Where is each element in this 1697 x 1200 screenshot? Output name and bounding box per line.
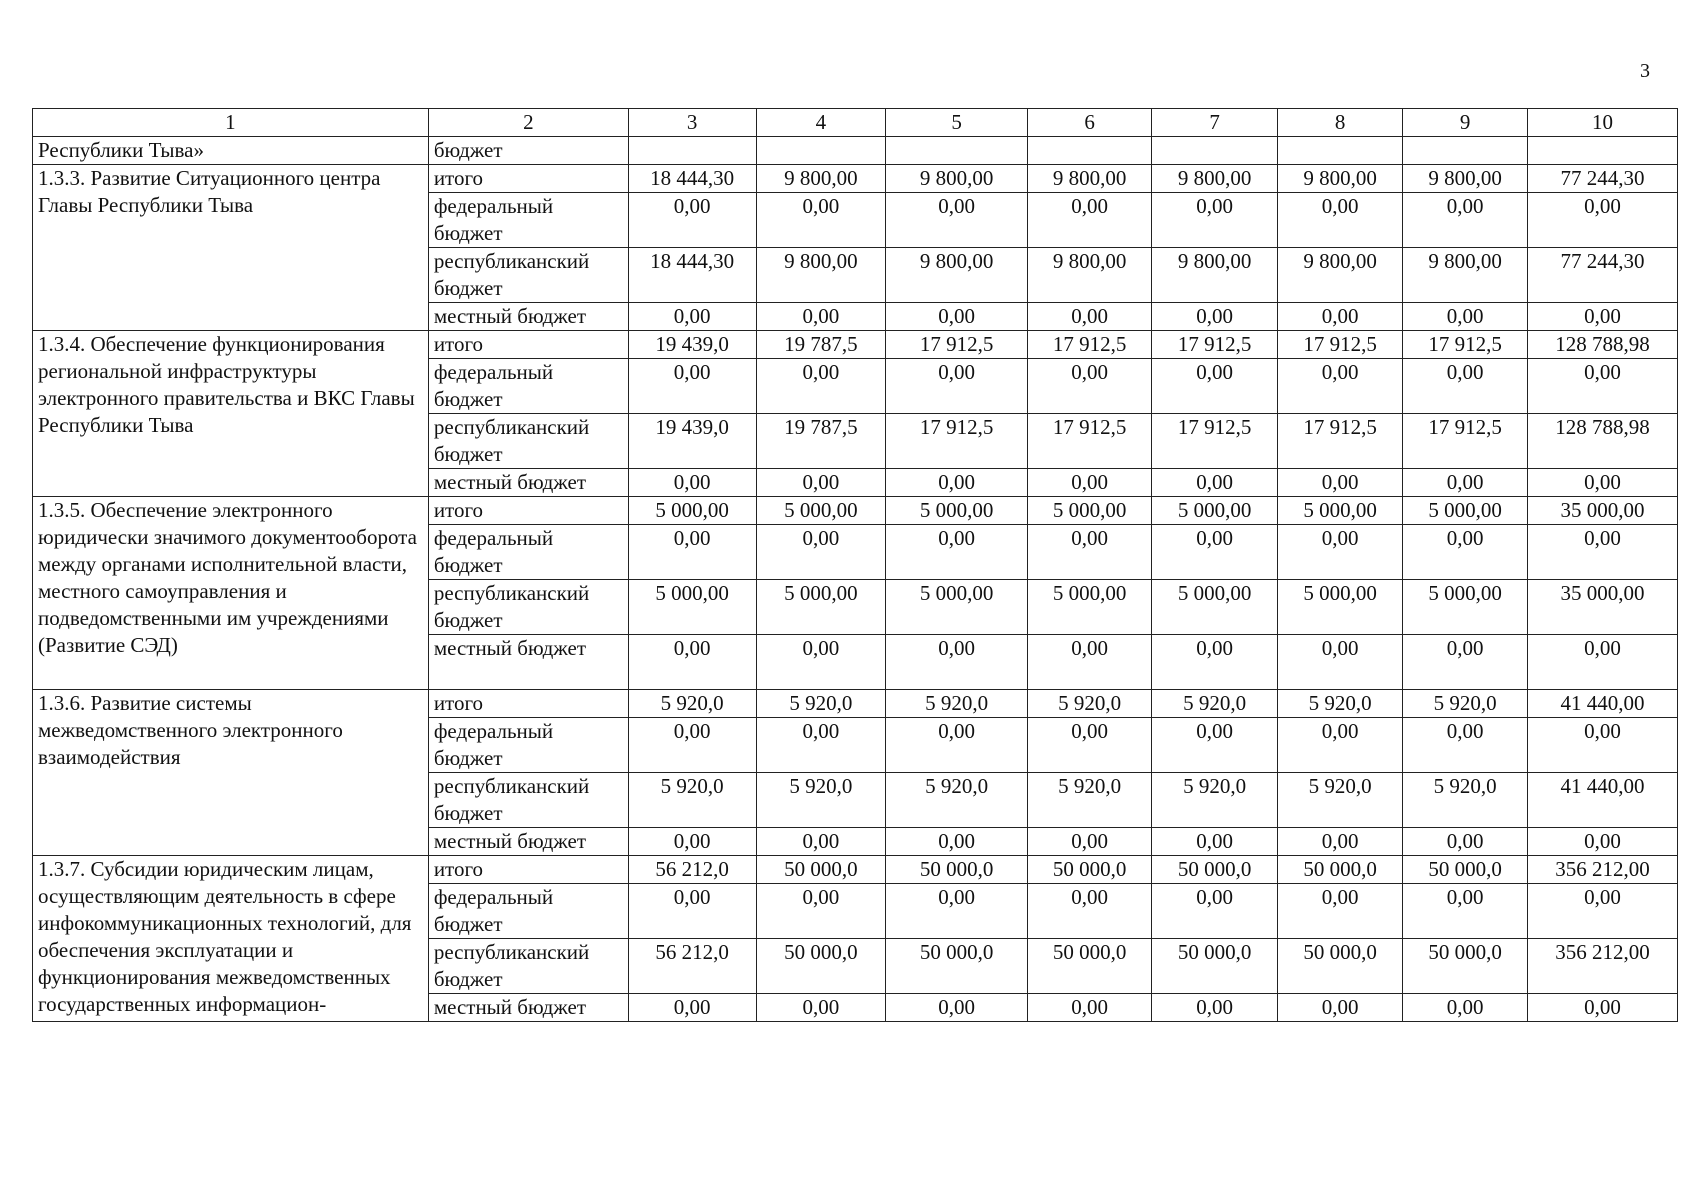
value-cell: 0,00	[886, 828, 1028, 856]
value-cell: 5 000,00	[1027, 580, 1151, 635]
budget-type: республиканский бюджет	[428, 414, 628, 469]
value-cell: 0,00	[1277, 828, 1403, 856]
value-cell: 0,00	[756, 718, 886, 773]
budget-type: итого	[428, 856, 628, 884]
value-cell: 0,00	[1027, 635, 1151, 690]
value-cell: 50 000,0	[756, 856, 886, 884]
value-cell: 77 244,30	[1527, 165, 1677, 193]
value-cell: 0,00	[1403, 884, 1527, 939]
value-cell: 19 787,5	[756, 414, 886, 469]
continuation-description: Республики Тыва»	[33, 137, 429, 165]
value-cell: 17 912,5	[1277, 331, 1403, 359]
table-row	[33, 690, 1678, 718]
header-cell: 3	[628, 109, 756, 137]
value-cell: 0,00	[1277, 469, 1403, 497]
value-cell: 5 000,00	[886, 580, 1028, 635]
value-cell: 0,00	[628, 635, 756, 690]
value-cell: 0,00	[1152, 193, 1278, 248]
value-cell: 50 000,0	[1027, 856, 1151, 884]
budget-type: итого	[428, 165, 628, 193]
value-cell: 17 912,5	[1152, 414, 1278, 469]
value-cell: 50 000,0	[756, 939, 886, 994]
value-cell: 0,00	[1403, 718, 1527, 773]
value-cell: 50 000,0	[1152, 856, 1278, 884]
value-cell: 35 000,00	[1527, 497, 1677, 525]
value-cell: 0,00	[1027, 828, 1151, 856]
value-cell: 0,00	[886, 635, 1028, 690]
value-cell: 0,00	[1152, 359, 1278, 414]
value-cell: 50 000,0	[1152, 939, 1278, 994]
budget-type: местный бюджет	[428, 303, 628, 331]
value-cell: 0,00	[756, 994, 886, 1022]
budget-type: республиканский бюджет	[428, 248, 628, 303]
value-cell: 0,00	[756, 884, 886, 939]
value-cell: 0,00	[1152, 303, 1278, 331]
value-cell: 0,00	[1152, 718, 1278, 773]
value-cell: 0,00	[886, 193, 1028, 248]
value-cell: 0,00	[1277, 525, 1403, 580]
value-cell: 0,00	[1527, 994, 1677, 1022]
header-cell: 6	[1027, 109, 1151, 137]
budget-type: итого	[428, 331, 628, 359]
header-cell: 10	[1527, 109, 1677, 137]
value-cell: 0,00	[1403, 525, 1527, 580]
section-description: 1.3.5. Обеспечение электронного юридически значимого документооборота между органами исполнительной власти, местного самоуправления и подведомственными им учреждениями (Развитие СЭД)	[33, 497, 429, 690]
value-cell: 5 920,0	[886, 690, 1028, 718]
budget-type: итого	[428, 690, 628, 718]
value-cell: 0,00	[1277, 718, 1403, 773]
value-cell: 0,00	[1527, 193, 1677, 248]
value-cell: 9 800,00	[1027, 165, 1151, 193]
section-description: 1.3.4. Обеспечение функционирования региональной инфраструктуры электронного правительства и ВКС Главы Республики Тыва	[33, 331, 429, 497]
value-cell: 5 000,00	[1152, 580, 1278, 635]
budget-table	[32, 108, 1678, 1022]
value-cell: 0,00	[1403, 469, 1527, 497]
value-cell: 17 912,5	[886, 414, 1028, 469]
value-cell: 5 000,00	[628, 497, 756, 525]
value-cell: 0,00	[1403, 635, 1527, 690]
value-cell: 0,00	[756, 828, 886, 856]
budget-type: местный бюджет	[428, 635, 628, 690]
value-cell: 0,00	[886, 469, 1028, 497]
value-cell: 50 000,0	[1027, 939, 1151, 994]
value-cell: 0,00	[1527, 303, 1677, 331]
value-cell: 9 800,00	[1277, 248, 1403, 303]
value-cell: 9 800,00	[1152, 248, 1278, 303]
value-cell: 0,00	[756, 525, 886, 580]
value-cell: 5 920,0	[1027, 773, 1151, 828]
budget-type: местный бюджет	[428, 469, 628, 497]
value-cell: 0,00	[886, 359, 1028, 414]
section-description: 1.3.6. Развитие системы межведомственного электронного взаимодействия	[33, 690, 429, 856]
value-cell: 17 912,5	[1277, 414, 1403, 469]
header-cell: 5	[886, 109, 1028, 137]
header-cell: 1	[33, 109, 429, 137]
header-cell: 2	[428, 109, 628, 137]
value-cell: 0,00	[756, 359, 886, 414]
value-cell: 9 800,00	[756, 165, 886, 193]
value-cell: 5 920,0	[628, 690, 756, 718]
value-cell: 0,00	[1403, 303, 1527, 331]
value-cell: 0,00	[756, 303, 886, 331]
continuation-row	[33, 137, 1678, 165]
value-cell: 17 912,5	[886, 331, 1028, 359]
value-cell: 356 212,00	[1527, 939, 1677, 994]
value-cell: 50 000,0	[886, 856, 1028, 884]
value-cell: 5 000,00	[1403, 580, 1527, 635]
budget-type: республиканский бюджет	[428, 773, 628, 828]
value-cell: 0,00	[1527, 718, 1677, 773]
value-cell: 0,00	[886, 718, 1028, 773]
value-cell: 56 212,0	[628, 939, 756, 994]
value-cell: 0,00	[1152, 525, 1278, 580]
section-description: 1.3.7. Субсидии юридическим лицам, осуществляющим деятельность в сфере инфокоммуникационных технологий, для обеспечения эксплуатации и функционирования межведомственных государственных информацион-	[33, 856, 429, 1022]
value-cell: 19 787,5	[756, 331, 886, 359]
value-cell: 35 000,00	[1527, 580, 1677, 635]
value-cell: 5 920,0	[1277, 773, 1403, 828]
value-cell: 5 920,0	[1403, 773, 1527, 828]
value-cell: 0,00	[628, 994, 756, 1022]
value-cell: 17 912,5	[1403, 331, 1527, 359]
value-cell: 9 800,00	[756, 248, 886, 303]
value-cell: 128 788,98	[1527, 331, 1677, 359]
value-cell: 17 912,5	[1403, 414, 1527, 469]
value-cell: 0,00	[1152, 828, 1278, 856]
value-cell: 9 800,00	[886, 248, 1028, 303]
value-cell: 0,00	[628, 469, 756, 497]
value-cell: 0,00	[1277, 994, 1403, 1022]
header-cell: 4	[756, 109, 886, 137]
value-cell: 5 000,00	[1027, 497, 1151, 525]
budget-type: итого	[428, 497, 628, 525]
value-cell: 5 920,0	[1152, 690, 1278, 718]
value-cell: 0,00	[1277, 884, 1403, 939]
value-cell: 5 920,0	[1027, 690, 1151, 718]
value-cell: 0,00	[1027, 303, 1151, 331]
table-body	[33, 109, 1678, 1022]
value-cell: 9 800,00	[1277, 165, 1403, 193]
value-cell: 0,00	[1027, 525, 1151, 580]
value-cell: 5 920,0	[756, 690, 886, 718]
value-cell: 0,00	[1527, 359, 1677, 414]
table-row	[33, 856, 1678, 884]
value-cell: 17 912,5	[1152, 331, 1278, 359]
value-cell: 5 920,0	[756, 773, 886, 828]
value-cell: 5 920,0	[1152, 773, 1278, 828]
value-cell: 0,00	[1527, 828, 1677, 856]
budget-type: федеральный бюджет	[428, 193, 628, 248]
value-cell: 19 439,0	[628, 331, 756, 359]
header-cell: 7	[1152, 109, 1278, 137]
value-cell: 0,00	[1527, 525, 1677, 580]
value-cell: 50 000,0	[1277, 856, 1403, 884]
header-cell: 8	[1277, 109, 1403, 137]
value-cell: 0,00	[886, 994, 1028, 1022]
value-cell: 0,00	[1527, 469, 1677, 497]
value-cell: 0,00	[1277, 193, 1403, 248]
value-cell: 0,00	[1277, 635, 1403, 690]
value-cell: 5 000,00	[1403, 497, 1527, 525]
value-cell: 5 000,00	[886, 497, 1028, 525]
value-cell: 0,00	[886, 884, 1028, 939]
value-cell: 0,00	[1027, 193, 1151, 248]
value-cell: 128 788,98	[1527, 414, 1677, 469]
value-cell: 41 440,00	[1527, 773, 1677, 828]
budget-type: местный бюджет	[428, 828, 628, 856]
value-cell: 5 000,00	[1277, 497, 1403, 525]
value-cell: 5 920,0	[628, 773, 756, 828]
value-cell: 5 000,00	[1277, 580, 1403, 635]
value-cell: 0,00	[1152, 469, 1278, 497]
value-cell: 9 800,00	[886, 165, 1028, 193]
value-cell: 41 440,00	[1527, 690, 1677, 718]
value-cell: 5 000,00	[628, 580, 756, 635]
value-cell: 56 212,0	[628, 856, 756, 884]
value-cell: 5 000,00	[1152, 497, 1278, 525]
value-cell: 0,00	[1152, 635, 1278, 690]
value-cell: 0,00	[1277, 359, 1403, 414]
value-cell: 77 244,30	[1527, 248, 1677, 303]
budget-type: федеральный бюджет	[428, 525, 628, 580]
table-row	[33, 331, 1678, 359]
value-cell: 18 444,30	[628, 248, 756, 303]
page-number: 3	[1640, 60, 1650, 82]
budget-type: федеральный бюджет	[428, 718, 628, 773]
value-cell: 0,00	[1027, 718, 1151, 773]
value-cell: 0,00	[1152, 994, 1278, 1022]
value-cell: 0,00	[756, 469, 886, 497]
value-cell: 0,00	[628, 303, 756, 331]
value-cell: 18 444,30	[628, 165, 756, 193]
value-cell: 0,00	[1403, 994, 1527, 1022]
table-row	[33, 165, 1678, 193]
continuation-budget-type: бюджет	[428, 137, 628, 165]
value-cell: 356 212,00	[1527, 856, 1677, 884]
value-cell: 0,00	[628, 884, 756, 939]
value-cell: 0,00	[886, 303, 1028, 331]
value-cell: 0,00	[628, 828, 756, 856]
value-cell: 50 000,0	[1277, 939, 1403, 994]
value-cell: 0,00	[1027, 884, 1151, 939]
header-cell: 9	[1403, 109, 1527, 137]
value-cell: 0,00	[628, 525, 756, 580]
value-cell: 17 912,5	[1027, 414, 1151, 469]
table-row	[33, 497, 1678, 525]
value-cell: 0,00	[1027, 469, 1151, 497]
header-row	[33, 109, 1678, 137]
value-cell: 17 912,5	[1027, 331, 1151, 359]
value-cell: 0,00	[756, 193, 886, 248]
section-description: 1.3.3. Развитие Ситуационного центра Главы Республики Тыва	[33, 165, 429, 331]
value-cell: 0,00	[1403, 193, 1527, 248]
value-cell: 5 920,0	[1403, 690, 1527, 718]
value-cell: 5 000,00	[756, 497, 886, 525]
value-cell: 50 000,0	[886, 939, 1028, 994]
value-cell: 0,00	[1403, 359, 1527, 414]
value-cell: 0,00	[1527, 635, 1677, 690]
value-cell: 0,00	[1527, 884, 1677, 939]
value-cell: 5 920,0	[1277, 690, 1403, 718]
value-cell: 0,00	[1027, 994, 1151, 1022]
value-cell: 0,00	[628, 193, 756, 248]
value-cell: 5 920,0	[886, 773, 1028, 828]
value-cell: 19 439,0	[628, 414, 756, 469]
value-cell: 5 000,00	[756, 580, 886, 635]
value-cell: 50 000,0	[1403, 856, 1527, 884]
value-cell: 9 800,00	[1403, 165, 1527, 193]
value-cell: 0,00	[1277, 303, 1403, 331]
budget-type: республиканский бюджет	[428, 580, 628, 635]
value-cell: 0,00	[628, 359, 756, 414]
budget-type: республиканский бюджет	[428, 939, 628, 994]
value-cell: 0,00	[1152, 884, 1278, 939]
budget-type: федеральный бюджет	[428, 884, 628, 939]
value-cell: 0,00	[1403, 828, 1527, 856]
value-cell: 9 800,00	[1403, 248, 1527, 303]
value-cell: 0,00	[756, 635, 886, 690]
budget-type: местный бюджет	[428, 994, 628, 1022]
value-cell: 0,00	[886, 525, 1028, 580]
value-cell: 0,00	[628, 718, 756, 773]
value-cell: 0,00	[1027, 359, 1151, 414]
budget-type: федеральный бюджет	[428, 359, 628, 414]
value-cell: 9 800,00	[1152, 165, 1278, 193]
value-cell: 50 000,0	[1403, 939, 1527, 994]
value-cell: 9 800,00	[1027, 248, 1151, 303]
